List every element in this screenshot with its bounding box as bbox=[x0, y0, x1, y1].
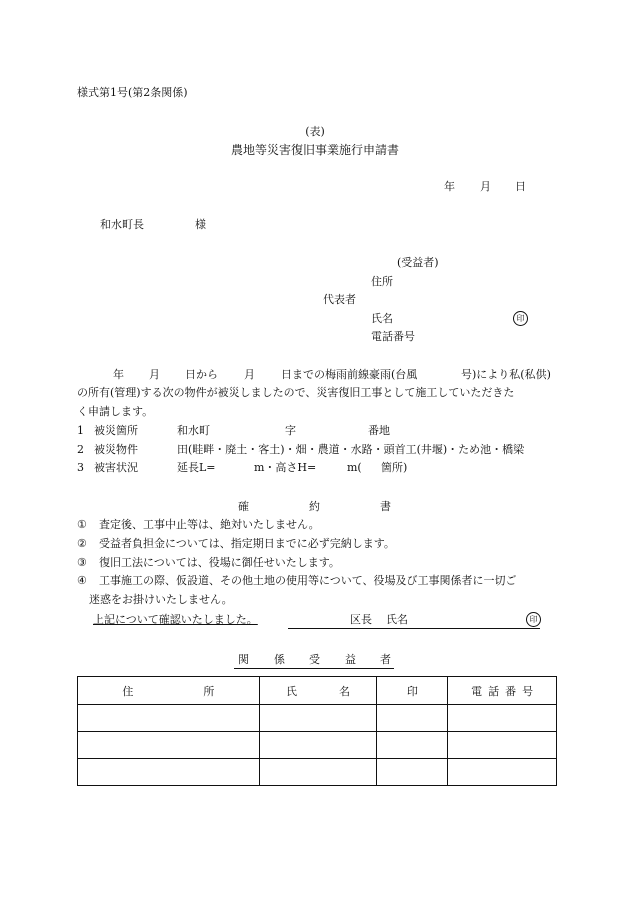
seal-icon: 印 bbox=[513, 311, 528, 326]
name-cell[interactable] bbox=[259, 705, 377, 732]
seal-icon: 印 bbox=[526, 612, 541, 627]
beneficiaries-table bbox=[77, 676, 557, 786]
side-label: (表) bbox=[305, 125, 325, 138]
signature-line bbox=[288, 628, 540, 629]
name-cell[interactable] bbox=[259, 759, 377, 786]
address-cell[interactable] bbox=[78, 759, 260, 786]
column-header-address: 住 所 bbox=[78, 677, 260, 705]
seal-cell[interactable] bbox=[377, 732, 448, 759]
seal-cell[interactable] bbox=[377, 705, 448, 732]
seal-cell[interactable] bbox=[377, 759, 448, 786]
phone-cell[interactable] bbox=[448, 705, 557, 732]
table-row bbox=[78, 705, 557, 732]
phone-cell[interactable] bbox=[448, 732, 557, 759]
column-header-name: 氏 名 bbox=[259, 677, 377, 705]
form-number: 様式第1号(第2条関係) bbox=[77, 86, 188, 99]
column-header-phone: 電 話 番 号 bbox=[448, 677, 557, 705]
name-cell[interactable] bbox=[259, 732, 377, 759]
phone-cell[interactable] bbox=[448, 759, 557, 786]
title-underline bbox=[234, 668, 394, 669]
column-header-seal: 印 bbox=[377, 677, 448, 705]
table-header-row bbox=[78, 677, 557, 705]
address-cell[interactable] bbox=[78, 705, 260, 732]
page-title: 農地等災害復旧事業施行申請書 bbox=[230, 143, 399, 157]
address-cell[interactable] bbox=[78, 732, 260, 759]
table-row bbox=[78, 732, 557, 759]
table-row bbox=[78, 759, 557, 786]
